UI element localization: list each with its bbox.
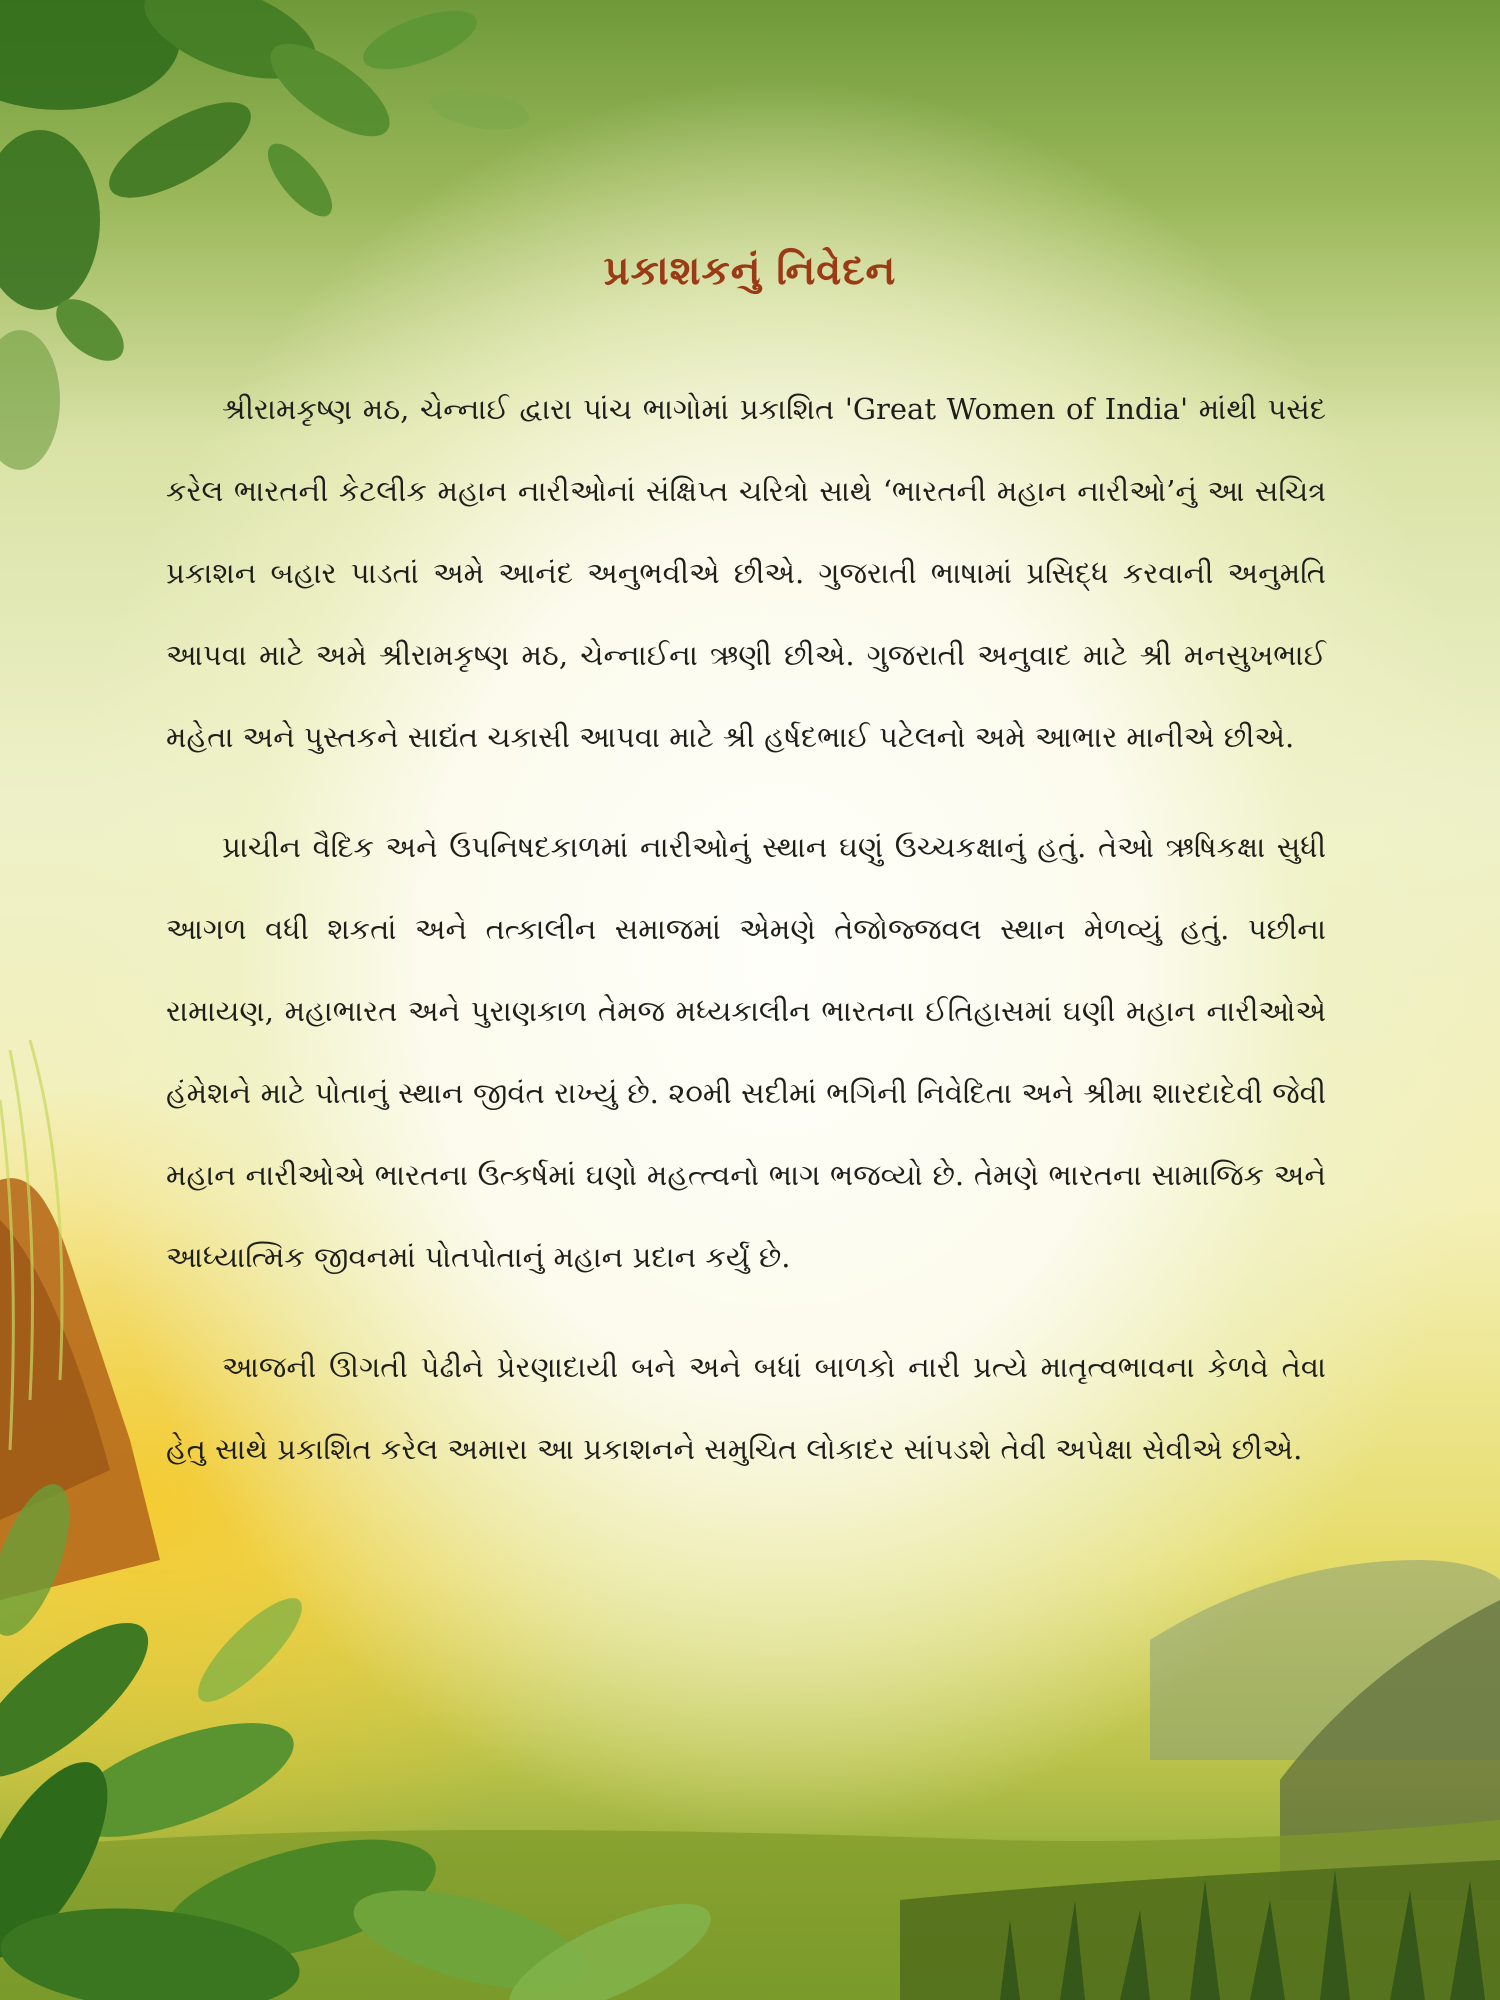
paragraph-2: પ્રાચીન વૈદિક અને ઉપનિષદકાળમાં નારીઓનું સ્થાન ઘણું ઉચ્ચકક્ષાનું હતું. તેઓ ઋષિકક્ષા સુધી આગળ વધી શકતાં અને તત્કાલીન સમાજમાં એમણે તેજોજ્જવલ સ્થાન મેળવ્યું હતું. પછીના રામાયણ, મહાભારત અને પુરાણકાળ તેમજ મધ્યકાલીન ભારતના ઈતિહાસમાં ઘણી મહાન નારીઓએ હંમેશને માટે પોતાનું સ્થાન જીવંત રાખ્યું છે. ૨૦મી સદીમાં ભગિની નિવેદિતા અને શ્રીમા શારદાદેવી જેવી મહાન નારીઓએ ભારતના ઉત્કર્ષમાં ઘણો મહત્ત્વનો ભાગ ભજવ્યો છે. તેમણે ભારતના સામાજિક અને આધ્યાત્મિક જીવનમાં પોતપોતાનું મહાન પ્રદાન કર્યું છે. <box>166 830 1326 1274</box>
page-title: પ્રકાશકનું નિવેદન <box>603 248 897 294</box>
body-text <box>166 368 1326 1518</box>
paragraph-1: શ્રીરામકૃષ્ણ મઠ, ચેન્નાઈ દ્વારા પાંચ ભાગોમાં પ્રકાશિત 'Great Women of India' માંથી પસંદ કરેલ ભારતની કેટલીક મહાન નારીઓનાં સંક્ષિપ્ત ચરિત્રો સાથે ‘ભારતની મહાન નારીઓ’નું આ સચિત્ર પ્રકાશન બહાર પાડતાં અમે આનંદ અનુભવીએ છીએ. ગુજરાતી ભાષામાં પ્રસિદ્ધ કરવાની અનુમતિ આપવા માટે અમે શ્રીરામકૃષ્ણ મઠ, ચેન્નાઈના ઋણી છીએ. ગુજરાતી અનુવાદ માટે શ્રી મનસુખભાઈ મહેતા અને પુસ્તકને સાદ્યંત ચકાસી આપવા માટે શ્રી હર્ષદભાઈ પટેલનો અમે આભાર માનીએ છીએ. <box>166 392 1326 754</box>
paragraph-3: આજની ઊગતી પેઢીને પ્રેરણાદાયી બને અને બધાં બાળકો નારી પ્રત્યે માતૃત્વભાવના કેળવે તેવા હેતુ સાથે પ્રકાશિત કરેલ અમારા આ પ્રકાશનને સમુચિત લોકાદર સાંપડશે તેવી અપેક્ષા સેવીએ છીએ. <box>166 1350 1326 1466</box>
